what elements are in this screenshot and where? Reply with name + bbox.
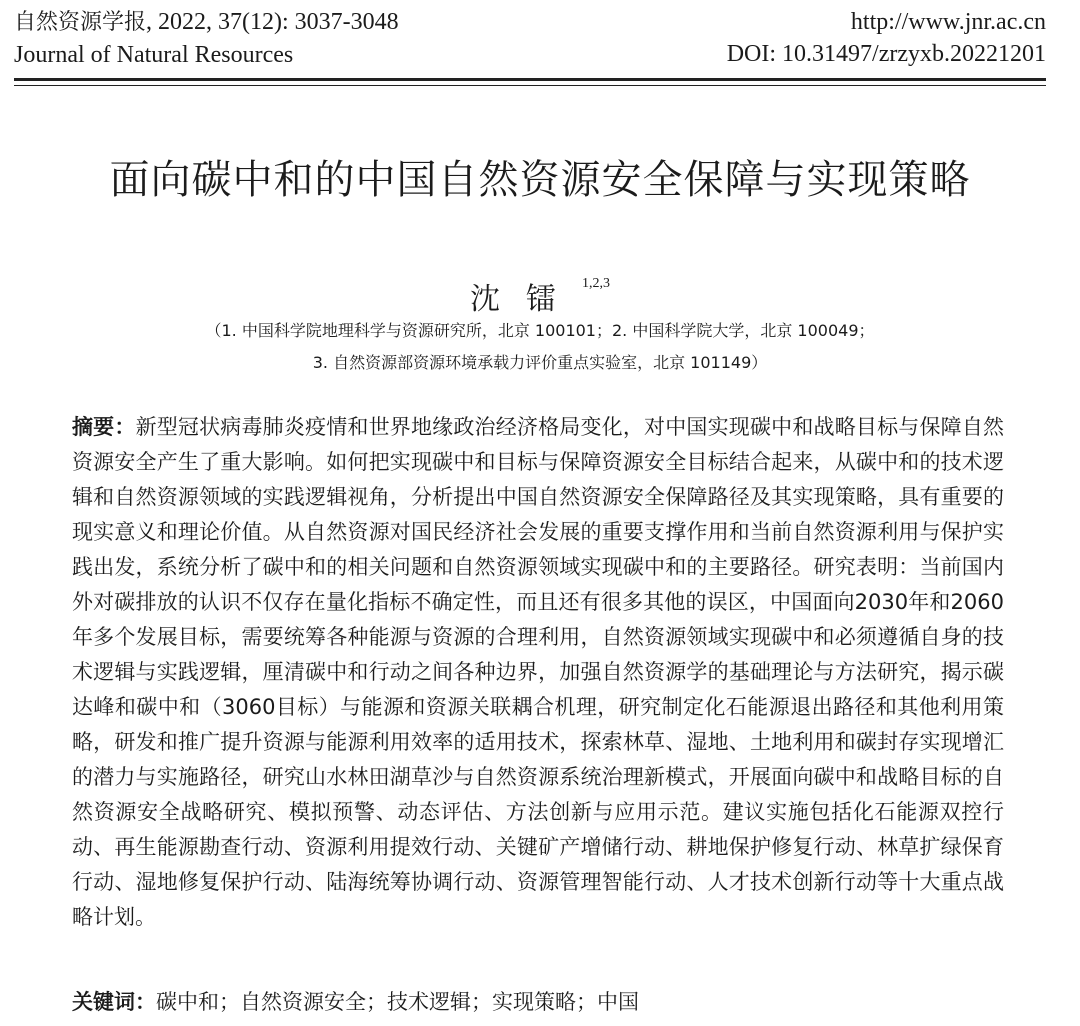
journal-header-right bbox=[727, 6, 1046, 70]
keywords-label: 关键词： bbox=[72, 990, 156, 1014]
keywords bbox=[72, 985, 1004, 1020]
author-affiliation-line-1: （1. 中国科学院地理科学与资源研究所，北京 100101；2. 中国科学院大学，北京 100049； bbox=[205, 321, 875, 340]
abstract bbox=[72, 410, 1004, 935]
journal-header-left bbox=[14, 6, 399, 71]
journal-citation: , 2022, 37(12): 3037-3048 bbox=[146, 9, 399, 35]
keywords-text: 碳中和；自然资源安全；技术逻辑；实现策略；中国 bbox=[156, 990, 639, 1014]
abstract-label: 摘要： bbox=[72, 415, 136, 439]
author-affiliation-marks: 1,2,3 bbox=[582, 276, 610, 291]
abstract-text: 新型冠状病毒肺炎疫情和世界地缘政治经济格局变化，对中国实现碳中和战略目标与保障自然资源安全产生了重大影响。如何把实现碳中和目标与保障资源安全目标结合起来，从碳中和的技术逻辑和自然资源领域的实践逻辑视角，分析提出中国自然资源安全保障路径及其实现策略，具有重要的现实意义和理论价值。从自然资源对国民经济社会发展的重要支撑作用和当前自然资源利用与保护实践出发，系统分析了碳中和的相关问题和自然资源领域实现碳中和的主要路径。研究表明：当前国内外对碳排放的认识不仅存在量化指标不确定性，而且还有很多其他的误区，中国面向2030年和2060年多个发展目标，需要统筹各种能源与资源的合理利用，自然资源领域实现碳中和必须遵循自身的技术逻辑与实践逻辑，厘清碳中和行动之间各种边界，加强自然资源学的基础理论与方法研究，揭示碳达峰和碳中和（3060目标）与能源和资源关联耦合机理，研究制定化石能源退出路径和其他利用策略，研发和推广提升资源与能源利用效率的适用技术，探索林草、湿地、土地利用和碳封存实现增汇的潜力与实施路径，研究山水林田湖草沙与自然资源系统治理新模式，开展面向碳中和战略目标的自然资源安全战略研究、模拟预警、动态评估、方法创新与应用示范。建议实施包括化石能源双控行动、再生能源勘查行动、资源利用提效行动、关键矿产增储行动、耕地保护修复行动、林草扩绿保育行动、湿地修复保护行动、陆海统筹协调行动、资源管理智能行动、人才技术创新行动等十大重点战略计划。 bbox=[72, 415, 1005, 929]
journal-citation-line bbox=[14, 6, 399, 39]
article-doi: DOI: 10.31497/zrzyxb.20221201 bbox=[726, 41, 1046, 67]
journal-name-en: Journal of Natural Resources bbox=[14, 42, 294, 68]
article-title: 面向碳中和的中国自然资源安全保障与实现策略 bbox=[109, 157, 971, 203]
header-rule-thin bbox=[14, 85, 1046, 86]
journal-url: http://www.jnr.ac.cn bbox=[850, 9, 1046, 35]
author-affiliation-line-2: 3. 自然资源部资源环境承载力评价重点实验室，北京 101149） bbox=[312, 353, 768, 372]
article-author bbox=[0, 262, 1080, 322]
journal-name-cn: 自然资源学报 bbox=[14, 10, 147, 35]
header-rule-thick bbox=[14, 78, 1046, 81]
author-name: 沈镭 bbox=[470, 282, 582, 317]
